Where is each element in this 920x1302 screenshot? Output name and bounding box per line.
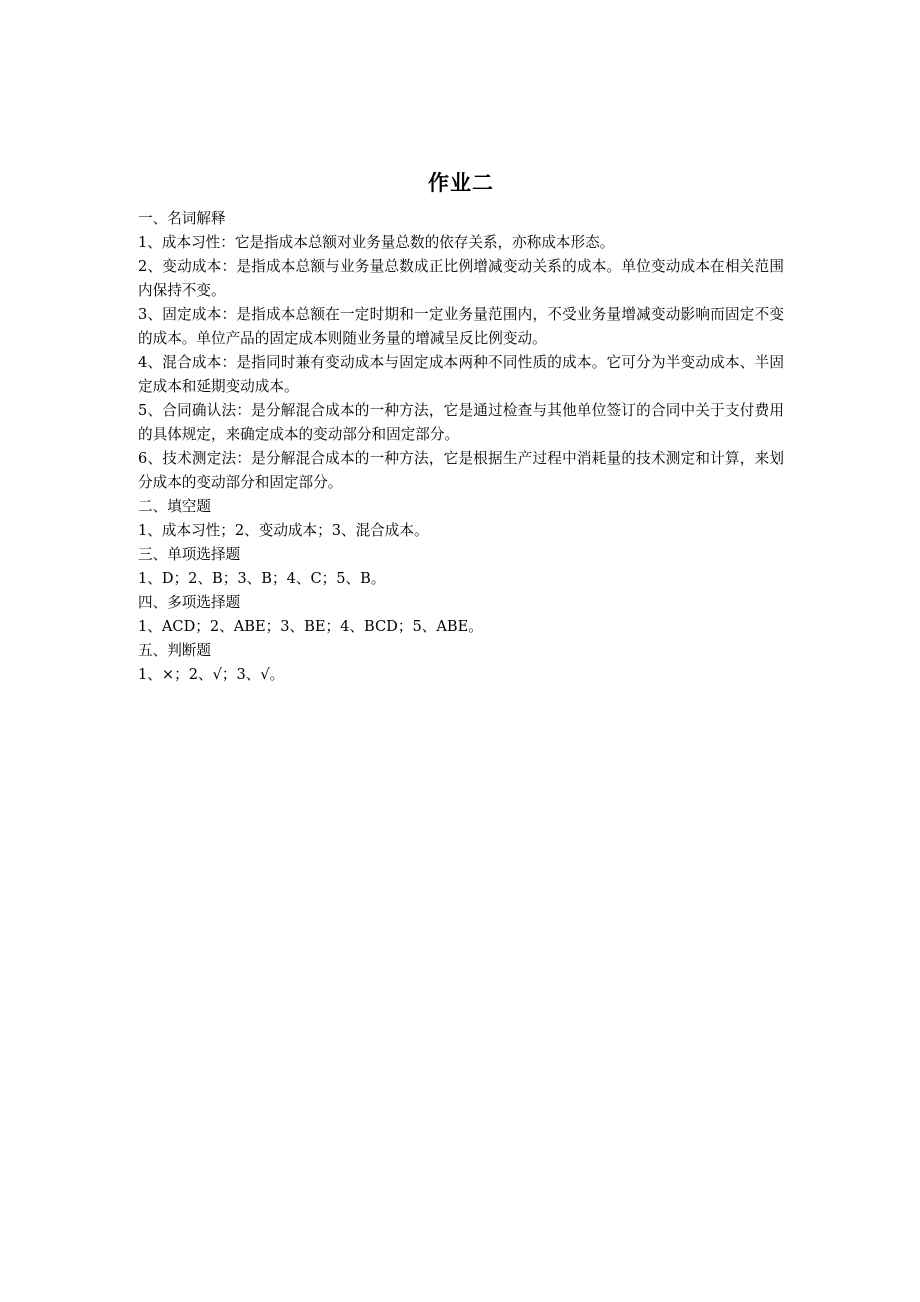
glossary-item: 3、固定成本：是指成本总额在一定时期和一定业务量范围内，不受业务量增减变动影响而固定不变的成本。单位产品的固定成本则随业务量的增减呈反比例变动。 <box>138 306 784 347</box>
section-heading-single-choice: 三、单项选择题 <box>138 546 241 563</box>
fill-blank-answers: 1、成本习性；2、变动成本；3、混合成本。 <box>138 522 429 539</box>
glossary-item: 5、合同确认法：是分解混合成本的一种方法，它是通过检查与其他单位签订的合同中关于支付费用的具体规定，来确定成本的变动部分和固定部分。 <box>138 402 784 443</box>
glossary-item: 1、成本习性：它是指成本总额对业务量总数的依存关系，亦称成本形态。 <box>138 234 615 251</box>
multiple-choice-answers: 1、ACD；2、ABE；3、BE；4、BCD；5、ABE。 <box>138 618 483 635</box>
section-heading-true-false: 五、判断题 <box>138 642 211 659</box>
section-heading-glossary: 一、名词解释 <box>138 210 226 227</box>
document-title: 作业二 <box>428 171 494 195</box>
section-heading-fill-blank: 二、填空题 <box>138 498 211 515</box>
glossary-item: 4、混合成本：是指同时兼有变动成本与固定成本两种不同性质的成本。它可分为半变动成本、半固定成本和延期变动成本。 <box>138 354 784 395</box>
section-heading-multiple-choice: 四、多项选择题 <box>138 594 241 611</box>
single-choice-answers: 1、D；2、B；3、B；4、C；5、B。 <box>138 570 386 587</box>
document-page <box>138 168 784 687</box>
true-false-answers: 1、×；2、√；3、√。 <box>138 666 285 683</box>
glossary-item: 2、变动成本：是指成本总额与业务量总数成正比例增减变动关系的成本。单位变动成本在相关范围内保持不变。 <box>138 258 784 299</box>
glossary-item: 6、技术测定法：是分解混合成本的一种方法，它是根据生产过程中消耗量的技术测定和计算，来划分成本的变动部分和固定部分。 <box>138 450 784 491</box>
